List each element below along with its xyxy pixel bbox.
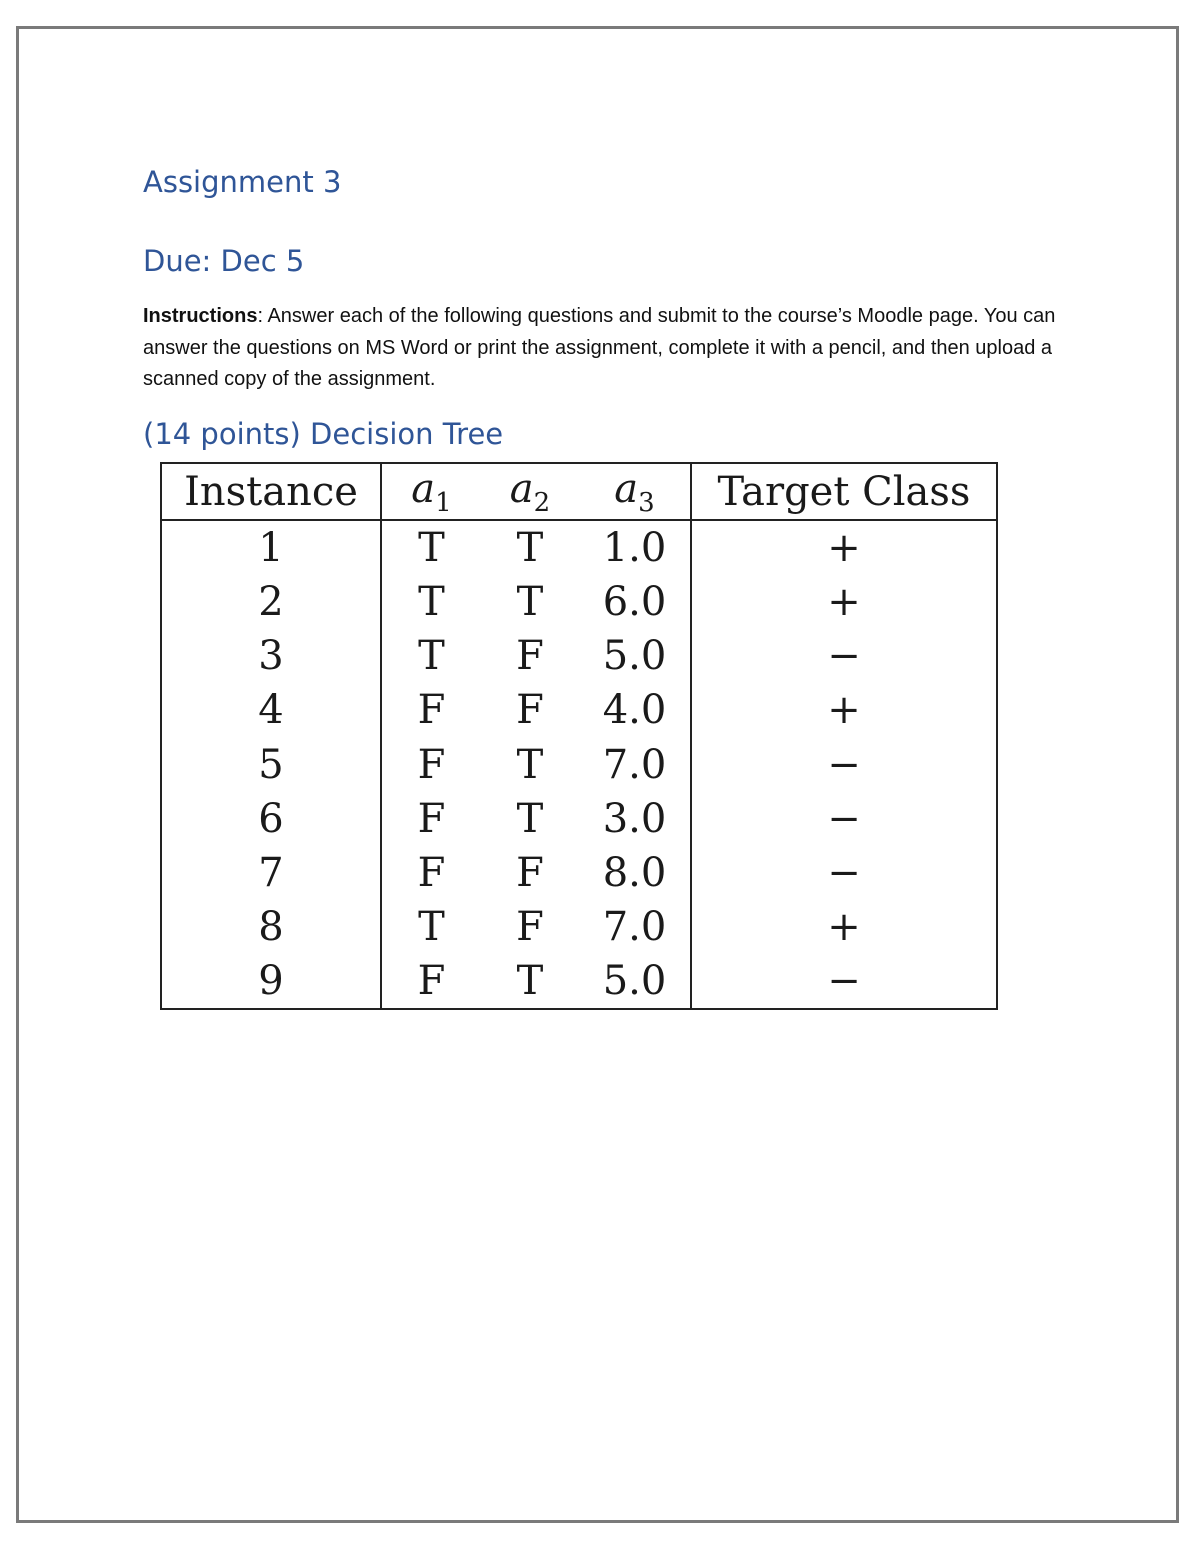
- cell-a3: 8.0: [602, 850, 667, 897]
- cell-a1: F: [417, 795, 446, 842]
- cell-a2: F: [516, 687, 544, 734]
- cell-a3: 1.0: [602, 525, 667, 571]
- header-a1-var: a: [411, 465, 436, 512]
- header-a2-var: a: [509, 465, 534, 512]
- cell-target: −: [691, 792, 997, 846]
- cell-target: −: [691, 629, 997, 683]
- header-a3-sub: 3: [638, 487, 655, 518]
- cell-a1: T: [418, 525, 445, 571]
- table-row: [161, 900, 997, 954]
- cell-a3: 5.0: [602, 633, 667, 680]
- decision-tree-table: [160, 462, 998, 1010]
- header-a1: [381, 463, 481, 520]
- cell-a2: F: [516, 904, 544, 951]
- document-page: [16, 26, 1179, 1523]
- table-header-row: [161, 463, 997, 520]
- cell-a2: T: [516, 579, 544, 626]
- table-row: [161, 792, 997, 846]
- cell-a1: T: [418, 579, 445, 626]
- table-row: [161, 738, 997, 792]
- instructions-label: Instructions: [143, 305, 258, 327]
- table-row: [161, 520, 997, 575]
- header-a3-var: a: [614, 465, 639, 512]
- cell-a1: T: [418, 904, 445, 951]
- cell-target: −: [691, 954, 997, 1009]
- header-instance: Instance: [161, 463, 381, 520]
- cell-a3: 4.0: [602, 687, 667, 734]
- cell-a1: F: [417, 850, 446, 897]
- cell-a1: F: [417, 687, 446, 734]
- cell-instance: 2: [161, 575, 381, 629]
- cell-a2: F: [516, 633, 544, 680]
- header-target-class: Target Class: [691, 463, 997, 520]
- cell-a2: T: [516, 795, 544, 842]
- cell-instance: 1: [161, 520, 381, 575]
- cell-instance: 8: [161, 900, 381, 954]
- section-heading: (14 points) Decision Tree: [143, 417, 504, 451]
- cell-target: +: [691, 520, 997, 575]
- cell-a3: 6.0: [602, 579, 667, 626]
- cell-instance: 6: [161, 792, 381, 846]
- cell-a3: 3.0: [602, 795, 667, 842]
- instructions-text: : Answer each of the following questions and submit to the course’s Moodle page. You can answer the questions on MS Word or print the assignment, complete it with a pencil, and then upload a scanned copy of the assignment.: [143, 305, 1056, 390]
- instructions-paragraph: [143, 301, 1073, 396]
- cell-instance: 7: [161, 846, 381, 900]
- header-a2: [481, 463, 579, 520]
- cell-a2: T: [516, 741, 544, 788]
- cell-a2: T: [481, 954, 579, 1009]
- cell-a1: F: [381, 954, 481, 1009]
- table-row: [161, 954, 997, 1009]
- cell-target: −: [691, 738, 997, 792]
- cell-target: −: [691, 846, 997, 900]
- cell-target: +: [691, 900, 997, 954]
- due-date: Due: Dec 5: [143, 244, 305, 278]
- table-row: [161, 846, 997, 900]
- cell-a2: T: [516, 525, 544, 571]
- cell-instance: 4: [161, 683, 381, 737]
- table-row: [161, 575, 997, 629]
- header-a3: [579, 463, 691, 520]
- cell-a2: F: [516, 850, 544, 897]
- table-row: [161, 683, 997, 737]
- cell-a1: T: [418, 633, 445, 680]
- cell-instance: 9: [161, 954, 381, 1009]
- cell-a3: 5.0: [579, 954, 691, 1009]
- cell-target: +: [691, 683, 997, 737]
- header-a1-sub: 1: [435, 487, 452, 518]
- cell-a3: 7.0: [602, 741, 667, 788]
- assignment-title: Assignment 3: [143, 165, 342, 199]
- cell-a1: F: [417, 741, 446, 788]
- cell-instance: 5: [161, 738, 381, 792]
- cell-instance: 3: [161, 629, 381, 683]
- cell-target: +: [691, 575, 997, 629]
- table-row: [161, 629, 997, 683]
- cell-a3: 7.0: [602, 904, 667, 951]
- header-a2-sub: 2: [533, 487, 551, 518]
